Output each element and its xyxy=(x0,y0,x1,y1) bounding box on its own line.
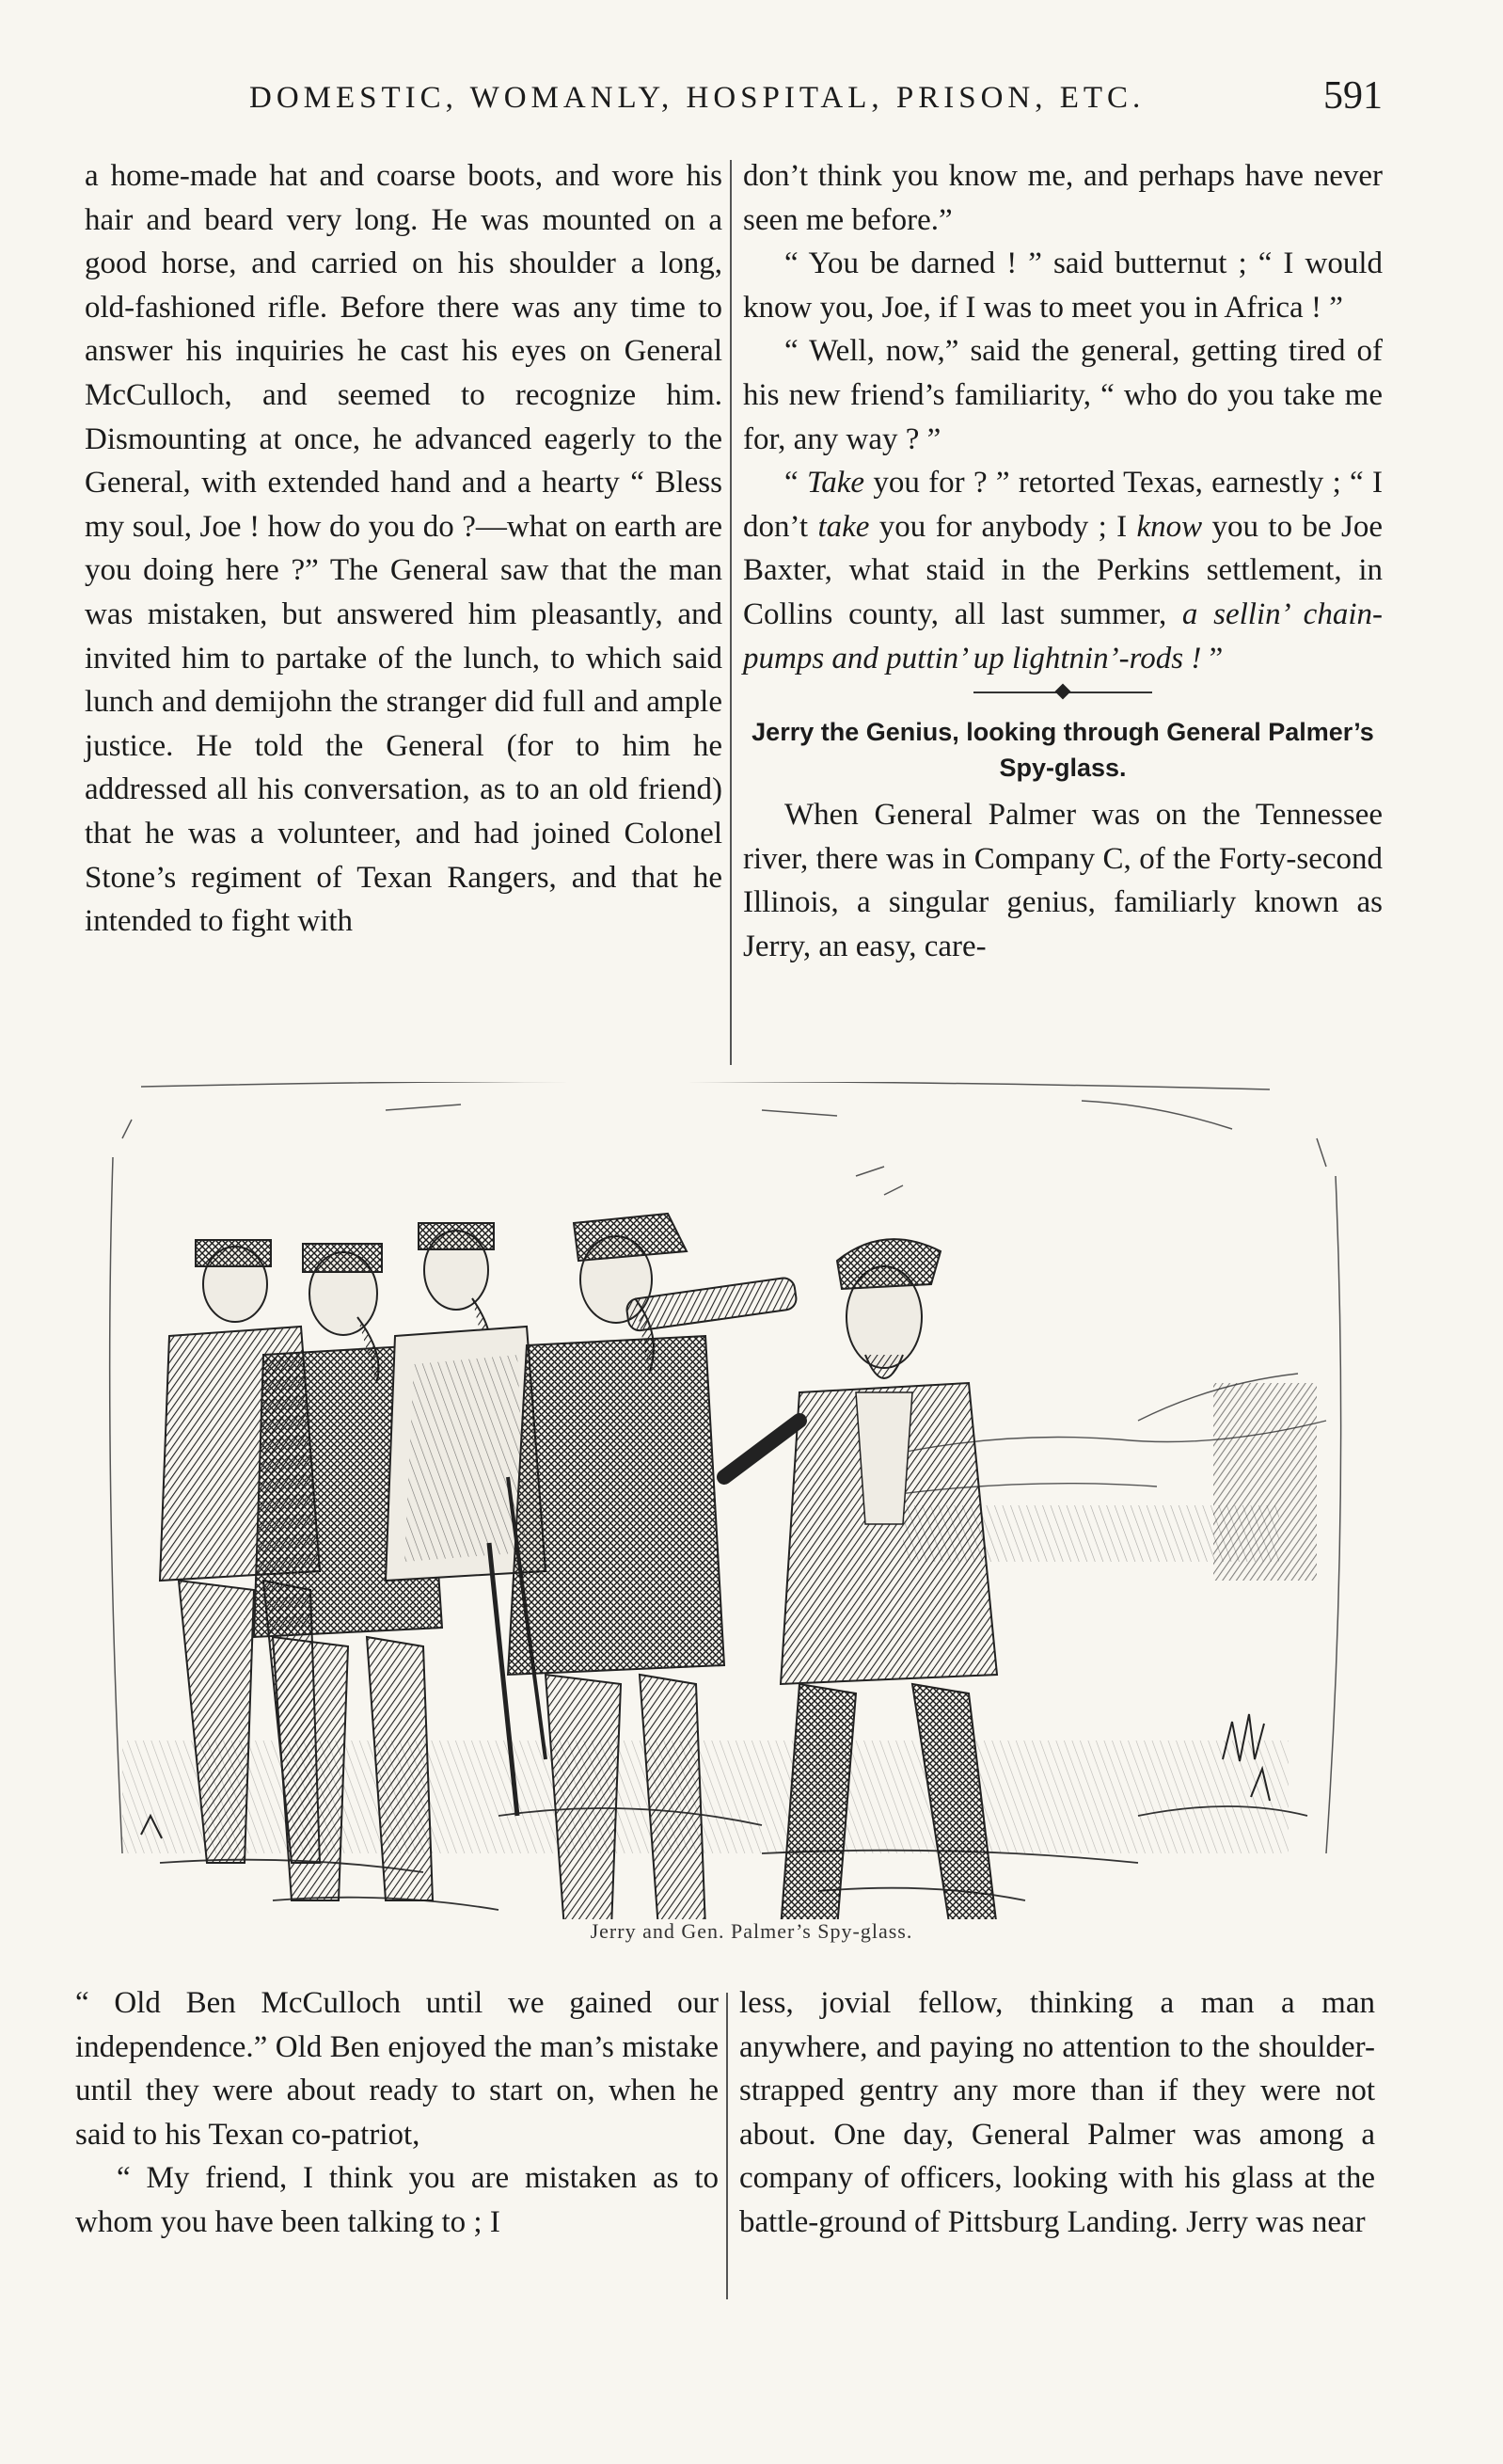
illustration-caption: Jerry and Gen. Palmer’s Spy-glass. xyxy=(590,1919,913,1943)
top-left-column xyxy=(85,154,722,944)
top-right-column xyxy=(743,154,1383,969)
italic-text: Take xyxy=(806,466,865,501)
section-ornament xyxy=(743,680,1383,708)
column-divider-top xyxy=(730,160,732,1065)
engraving-illustration xyxy=(103,1082,1354,1919)
running-head: DOMESTIC, WOMANLY, HOSPITAL, PRISON, ETC. xyxy=(249,81,1146,115)
paragraph: “ My friend, I think you are mistaken as to whom you have been talking to ; I xyxy=(75,2161,719,2239)
paragraph: “ Old Ben McCulloch until we gained our independence.” Old Ben enjoyed the man’s mistake until they were about ready to start on, when he said to his Texan co-patriot, xyxy=(75,1986,719,2152)
paragraph: “ Well, now,” said the general, getting tired of his new friend’s familiarity, “ who do you take me for, any way ? ” xyxy=(743,334,1383,456)
paragraph: less, jovial fellow, thinking a man a man anywhere, and paying no attention to the shoulder-strapped gentry any more than if they were not about. One day, General Palmer was among a company of officers, looking with his glass at the battle-ground of Pittsburg Landing. Jerry was near xyxy=(739,1986,1375,2239)
section-heading: Jerry the Genius, looking through General Palmer’s Spy-glass. xyxy=(752,718,1374,783)
page-header xyxy=(85,73,1383,130)
paragraph: When General Palmer was on the Tennessee river, there was in Company C, of the Forty-second Illinois, a singular genius, familiarly known as Jerry, an easy, care- xyxy=(743,798,1383,963)
bottom-left-column xyxy=(75,1981,719,2245)
italic-text: take xyxy=(817,509,870,544)
paragraph: “ You be darned ! ” said butternut ; “ I would know you, Joe, if I was to meet you in Africa ! ” xyxy=(743,246,1383,325)
italic-text: a sellin’ chain-pumps and puttin’ up lightnin’-rods ! xyxy=(743,596,1383,676)
paragraph: a home-made hat and coarse boots, and wore his hair and beard very long. He was mounted on a good horse, and carried on his shoulder a long, old-fashioned rifle. Before there was any time to answer his inquiries he cast his eyes on General McCulloch, and seemed to recognize him. Dismounting at once, he advanced eagerly to the General, with extended hand and a hearty “ Bless my soul, Joe ! how do you do ?—what on earth are you doing here ?” The General saw that the man was mistaken, but answered him pleasantly, and invited him to partake of the lunch, to which said lunch and demijohn the stranger did full and ample justice. He told the General (for to him he addressed all his conversation, as to an old friend) that he was a volunteer, and had joined Colonel Stone’s regiment of Texan Rangers, and that he intended to fight with xyxy=(85,159,722,939)
paragraph: don’t think you know me, and perhaps have never seen me before.” xyxy=(743,159,1383,237)
paragraph: “ Take you for ? ” retorted Texas, earnestly ; “ I don’t take you for anybody ; I know you to be Joe Baxter, what staid in the Perkins settlement, in Collins county, all last summer, a sellin’ chain-pumps and puttin’ up lightnin’-rods ! ” xyxy=(743,466,1383,676)
page-number: 591 xyxy=(1323,74,1383,118)
bottom-right-column xyxy=(739,1981,1375,2245)
sky-lines xyxy=(122,1082,1326,1195)
italic-text: know xyxy=(1136,509,1203,544)
column-divider-bottom xyxy=(726,1993,728,2299)
